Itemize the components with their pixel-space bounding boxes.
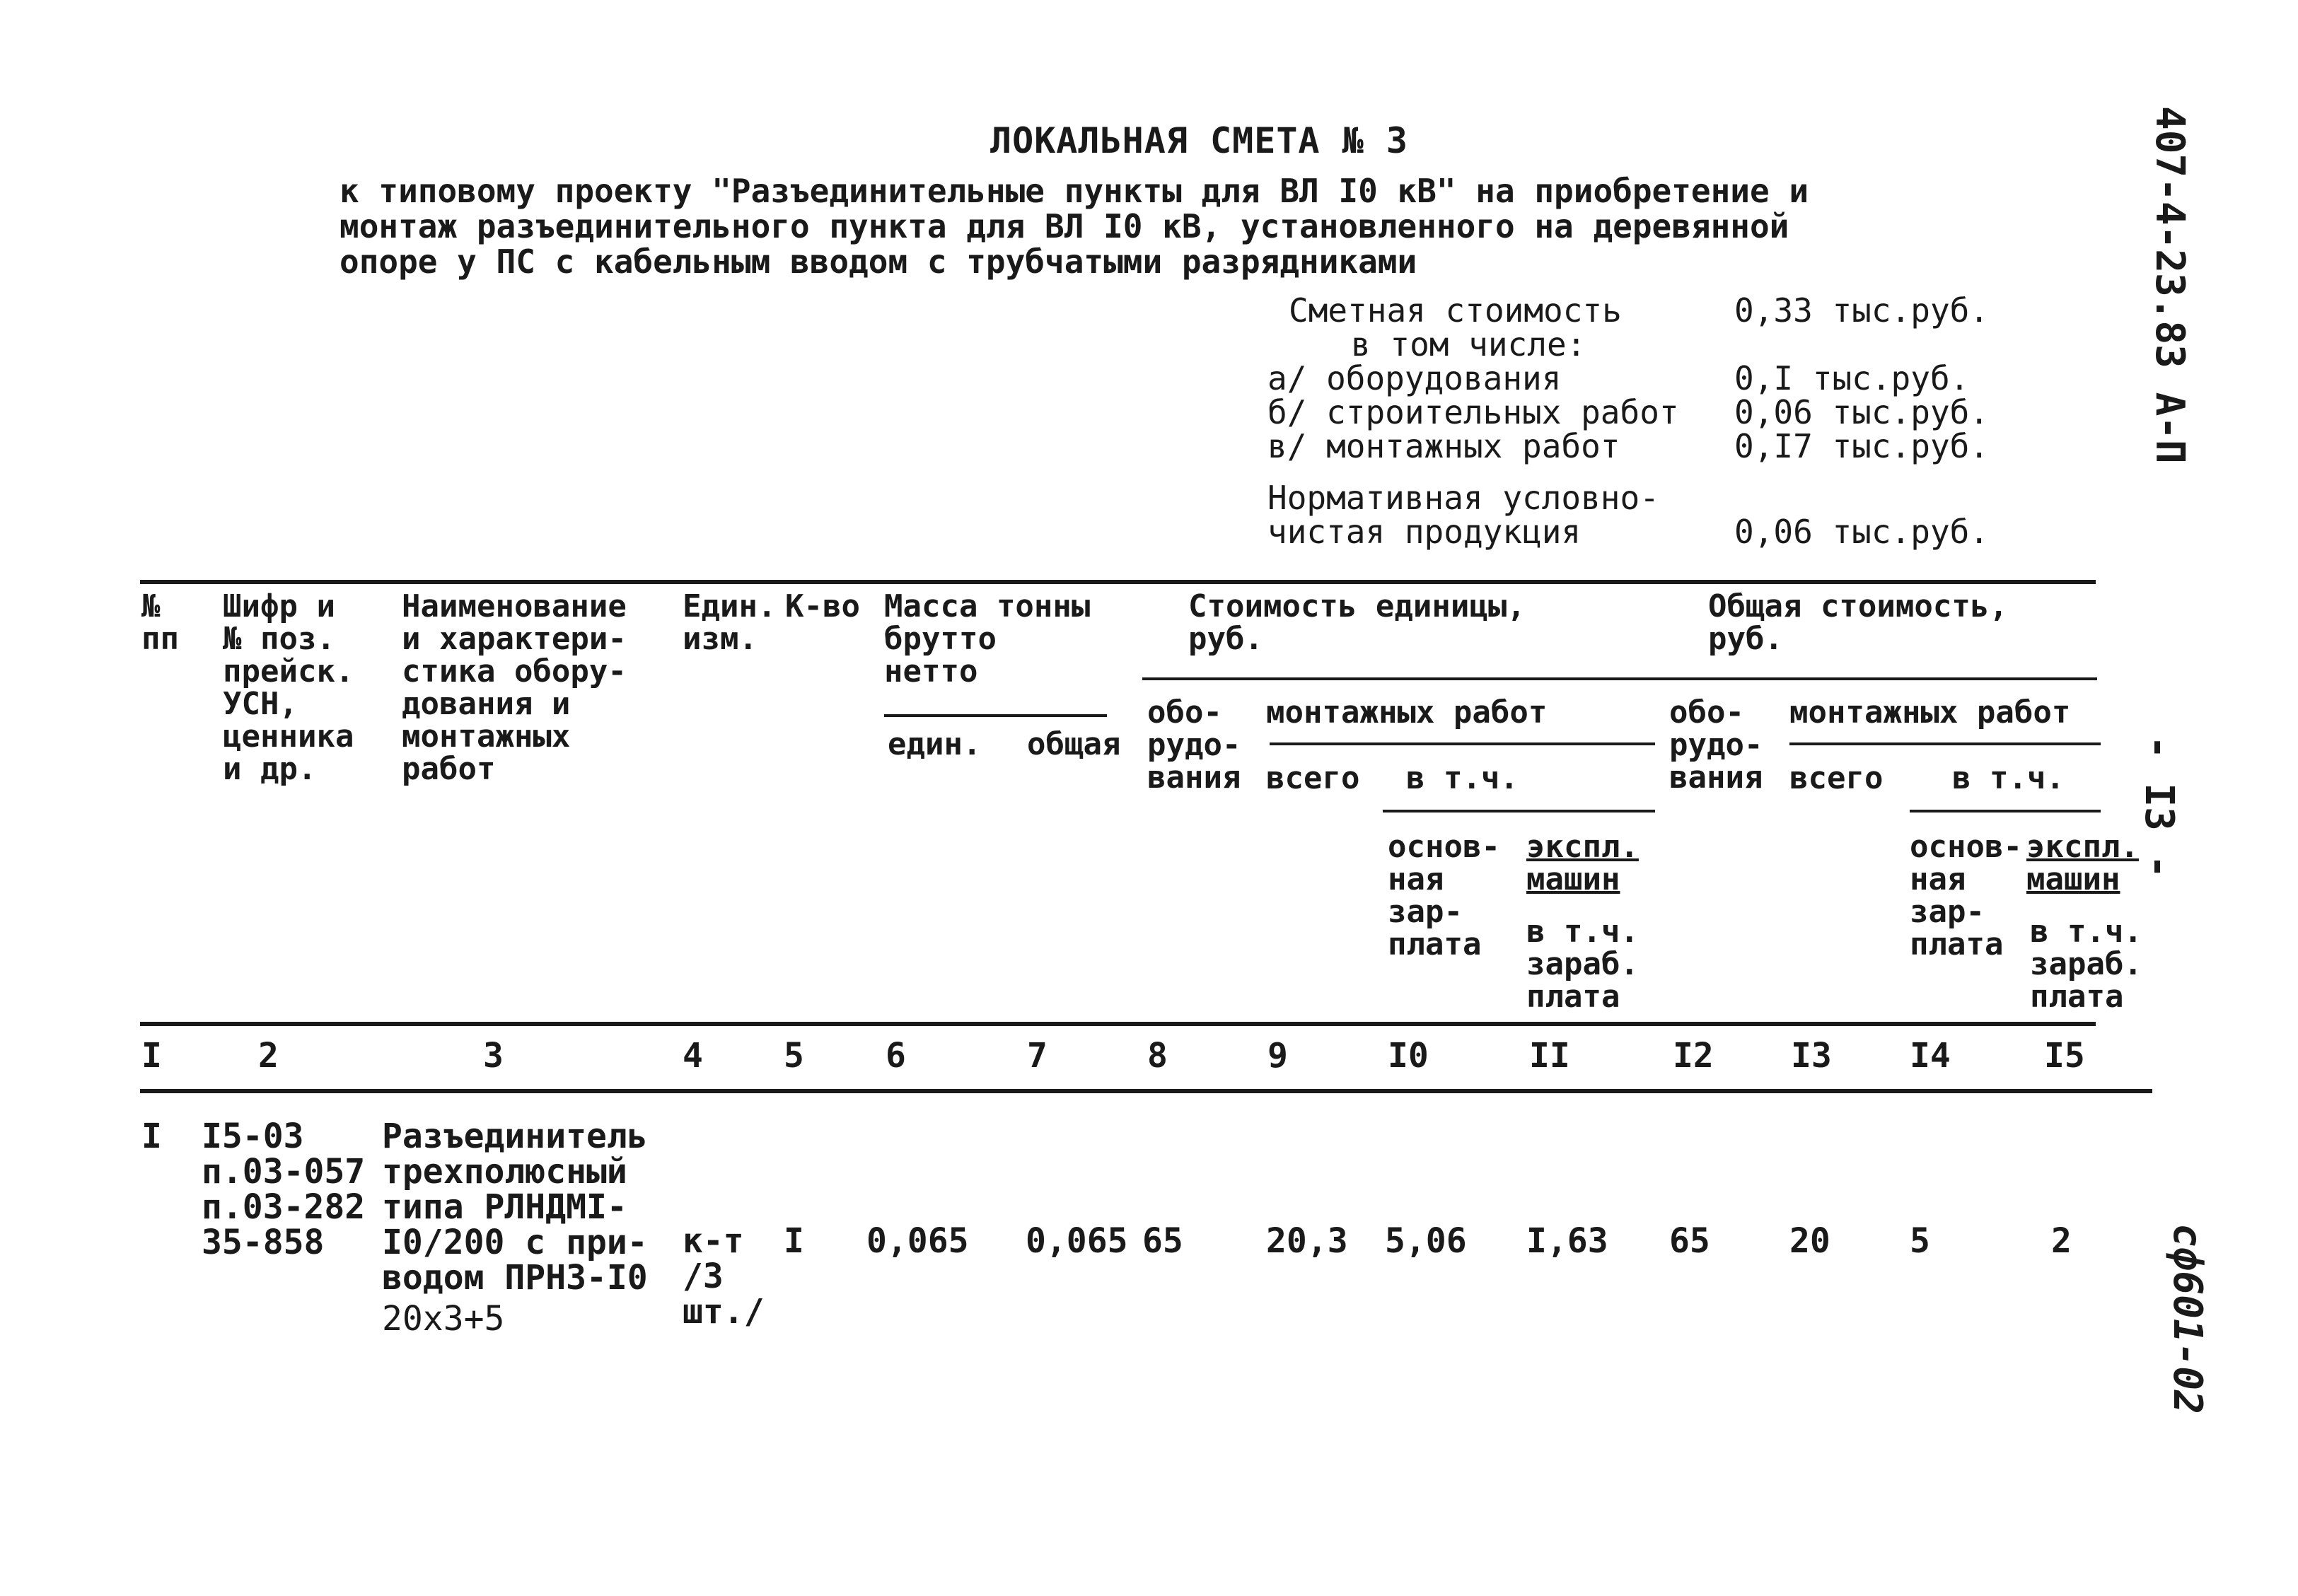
header-code: Шифр и № поз. прейск. УСН, ценника и др. bbox=[223, 588, 354, 787]
header-rule bbox=[1270, 742, 1655, 745]
page-number: - I3 - bbox=[2136, 735, 2182, 879]
header-bottom-rule bbox=[140, 1022, 2096, 1026]
header-rule bbox=[884, 714, 1107, 717]
column-number: I2 bbox=[1673, 1036, 1714, 1076]
header-unit-equipment: обо- рудо- вания bbox=[1147, 694, 1241, 796]
handwritten-code: сф601-02 bbox=[2164, 1223, 2210, 1414]
cell-unit: к-т /3 шт./ bbox=[683, 1221, 765, 1332]
subtitle-line: монтаж разъединительного пункта для ВЛ I0 кВ, установленного на деревянной bbox=[340, 207, 1789, 245]
summary-value: 0,06 тыс.руб. bbox=[1734, 513, 1990, 551]
column-number: I5 bbox=[2044, 1036, 2085, 1076]
column-number: 5 bbox=[784, 1036, 804, 1076]
cell-total-base-wage: 5 bbox=[1910, 1221, 1930, 1261]
header-total-base-wage: основ- ная зар- плата bbox=[1910, 829, 2022, 962]
cell-quantity: I bbox=[784, 1221, 804, 1261]
header-total-equipment: обо- рудо- вания bbox=[1669, 694, 1763, 796]
summary-value: 0,I тыс.руб. bbox=[1734, 359, 1970, 397]
header-mass: Масса тонны брутто нетто bbox=[884, 588, 1091, 689]
header-mass-total: общая bbox=[1027, 726, 1121, 762]
summary-label: в том числе: bbox=[1351, 325, 1586, 363]
header-total-incl: в т.ч. bbox=[1952, 760, 2065, 796]
header-total-mount: монтажных работ bbox=[1789, 694, 2071, 730]
header-unit-incl: в т.ч. bbox=[1406, 760, 1519, 796]
cell-unit-base-wage: 5,06 bbox=[1385, 1221, 1467, 1261]
column-numbers-rule bbox=[140, 1089, 2152, 1093]
cell-total-equipment: 65 bbox=[1669, 1221, 1710, 1261]
column-number: I0 bbox=[1388, 1036, 1429, 1076]
header-unit: Един. изм. bbox=[683, 588, 777, 657]
header-unit-machines: экспл. машин bbox=[1526, 829, 1639, 897]
column-number: 2 bbox=[258, 1036, 279, 1076]
header-rule bbox=[1383, 810, 1655, 812]
cell-name-extra: 20х3+5 bbox=[382, 1299, 505, 1339]
header-rule bbox=[1142, 677, 2097, 680]
table-top-rule bbox=[140, 580, 2096, 584]
summary-label: чистая продукция bbox=[1267, 513, 1582, 551]
summary-label: Сметная стоимость bbox=[1289, 291, 1622, 330]
cell-mass-unit: 0,065 bbox=[866, 1221, 969, 1261]
header-row-number: № пп bbox=[141, 588, 179, 657]
header-total-machines-wage: в т.ч. зараб. плата bbox=[2030, 914, 2142, 1015]
header-total-machines: экспл. машин bbox=[2026, 829, 2139, 897]
side-code: 407-4-23.83 А-П bbox=[2147, 106, 2193, 464]
summary-label: б/ строительных работ bbox=[1267, 393, 1679, 431]
header-quantity: К-во bbox=[785, 588, 860, 624]
cell-total-machines: 2 bbox=[2051, 1221, 2072, 1261]
summary-label: а/ оборудования bbox=[1267, 359, 1562, 397]
summary-value: 0,06 тыс.руб. bbox=[1734, 393, 1990, 431]
summary-value: 0,33 тыс.руб. bbox=[1734, 291, 1990, 330]
header-unit-all: всего bbox=[1266, 760, 1360, 796]
column-number: 7 bbox=[1027, 1036, 1048, 1076]
cell-unit-equipment: 65 bbox=[1142, 1221, 1183, 1261]
column-number: I bbox=[141, 1036, 162, 1076]
cell-name: Разъединитель трехполюсный типа РЛНДМI- I0/200 с при- водом ПРНЗ-I0 bbox=[382, 1117, 648, 1298]
column-number: I3 bbox=[1791, 1036, 1832, 1076]
subtitle-line: к типовому проекту "Разъединительные пункты для ВЛ I0 кВ" на приобретение и bbox=[340, 172, 1809, 210]
column-number: 9 bbox=[1267, 1036, 1288, 1076]
column-number: II bbox=[1529, 1036, 1570, 1076]
header-mass-unit: един. bbox=[888, 726, 982, 762]
column-number: 3 bbox=[483, 1036, 504, 1076]
cell-total-mount-all: 20 bbox=[1789, 1221, 1830, 1261]
subtitle-line: опоре у ПС с кабельным вводом с трубчатыми разрядниками bbox=[340, 243, 1417, 281]
column-number: 4 bbox=[683, 1036, 703, 1076]
header-unit-cost: Стоимость единицы, руб. bbox=[1188, 588, 1526, 657]
header-unit-mount: монтажных работ bbox=[1266, 694, 1548, 730]
summary-value: 0,I7 тыс.руб. bbox=[1734, 427, 1990, 465]
cell-mass-total: 0,065 bbox=[1026, 1221, 1128, 1261]
column-number: 6 bbox=[886, 1036, 906, 1076]
header-total-cost: Общая стоимость, руб. bbox=[1708, 588, 2008, 657]
summary-label: в/ монтажных работ bbox=[1267, 427, 1620, 465]
summary-label: Нормативная условно- bbox=[1267, 479, 1659, 517]
cell-unit-machines: I,63 bbox=[1526, 1221, 1608, 1261]
column-number: I4 bbox=[1910, 1036, 1951, 1076]
header-unit-base-wage: основ- ная зар- плата bbox=[1388, 829, 1500, 962]
header-rule bbox=[1789, 742, 2101, 745]
header-rule bbox=[1910, 810, 2101, 812]
header-unit-machines-wage: в т.ч. зараб. плата bbox=[1526, 914, 1639, 1015]
column-number: 8 bbox=[1147, 1036, 1168, 1076]
document-subtitle bbox=[340, 173, 1809, 279]
cell-row-number: I bbox=[141, 1117, 162, 1156]
header-name: Наименование и характери- стика обору- дования и монтажных работ bbox=[402, 588, 627, 787]
cell-unit-mount-all: 20,3 bbox=[1266, 1221, 1348, 1261]
cell-code: I5-03 п.03-057 п.03-282 35-858 bbox=[202, 1117, 366, 1262]
document-title: ЛОКАЛЬНАЯ СМЕТА № 3 bbox=[990, 120, 1408, 161]
header-total-all: всего bbox=[1789, 760, 1884, 796]
